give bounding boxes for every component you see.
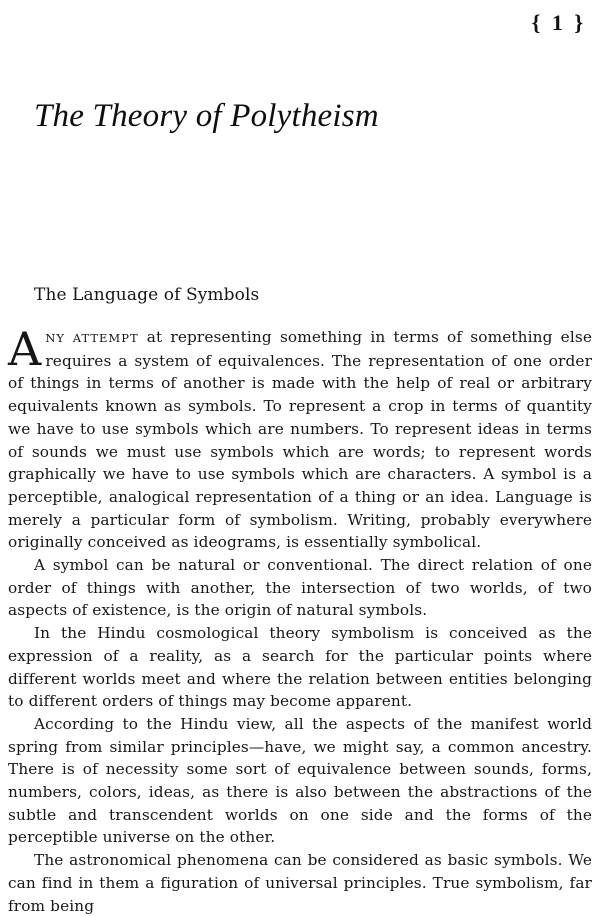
paragraph-3: In the Hindu cosmological theory symbolism is conceived as the expression of a reality, as a search for the particular points where different worlds meet and where the relation between entities belonging to different orders of things may become apparent. [8,624,592,711]
body-text [8,322,592,917]
small-caps-lead: NY ATTEMPT [45,331,139,345]
paragraph-4: According to the Hindu view, all the aspects of the manifest world spring from similar principles—have, we might say, a common ancestry. There is of necessity some sort of equivalence between sounds, forms, numbers, colors, ideas, as there is also between the abstractions of the subtle and transcendent worlds on one side and the forms of the perceptible universe on the other. [8,714,592,847]
paragraph-5: The astronomical phenomena can be considered as basic symbols. We can find in them a figuration of universal principles. True symbolism, far from being [8,851,592,915]
paragraph-1-text: at representing something in terms of something else requires a system of equivalences. The representation of one order of things in terms of another is made with the help of real or arbitrary equivalents known as symbols. To represent a crop in terms of quantity we have to use symbols which are numbers. To represent ideas in terms of sounds we must use symbols which are words; to represent words graphically we have to use symbols which are characters. A symbol is a perceptible, analogical representation of a thing or an idea. Language is merely a particular form of symbolism. Writing, probably everywhere originally conceived as ideograms, is essentially symbolical. [8,328,592,552]
section-heading: The Language of Symbols [34,285,260,305]
page-number: { 1 } [531,10,586,35]
drop-cap: A [8,322,42,376]
paragraph-2: A symbol can be natural or conventional. The direct relation of one order of things with another, the intersection of two worlds, of two aspects of existence, is the origin of natural symbols. [8,556,592,620]
chapter-title: The Theory of Polytheism [34,98,379,134]
paragraph-1 [8,322,592,554]
